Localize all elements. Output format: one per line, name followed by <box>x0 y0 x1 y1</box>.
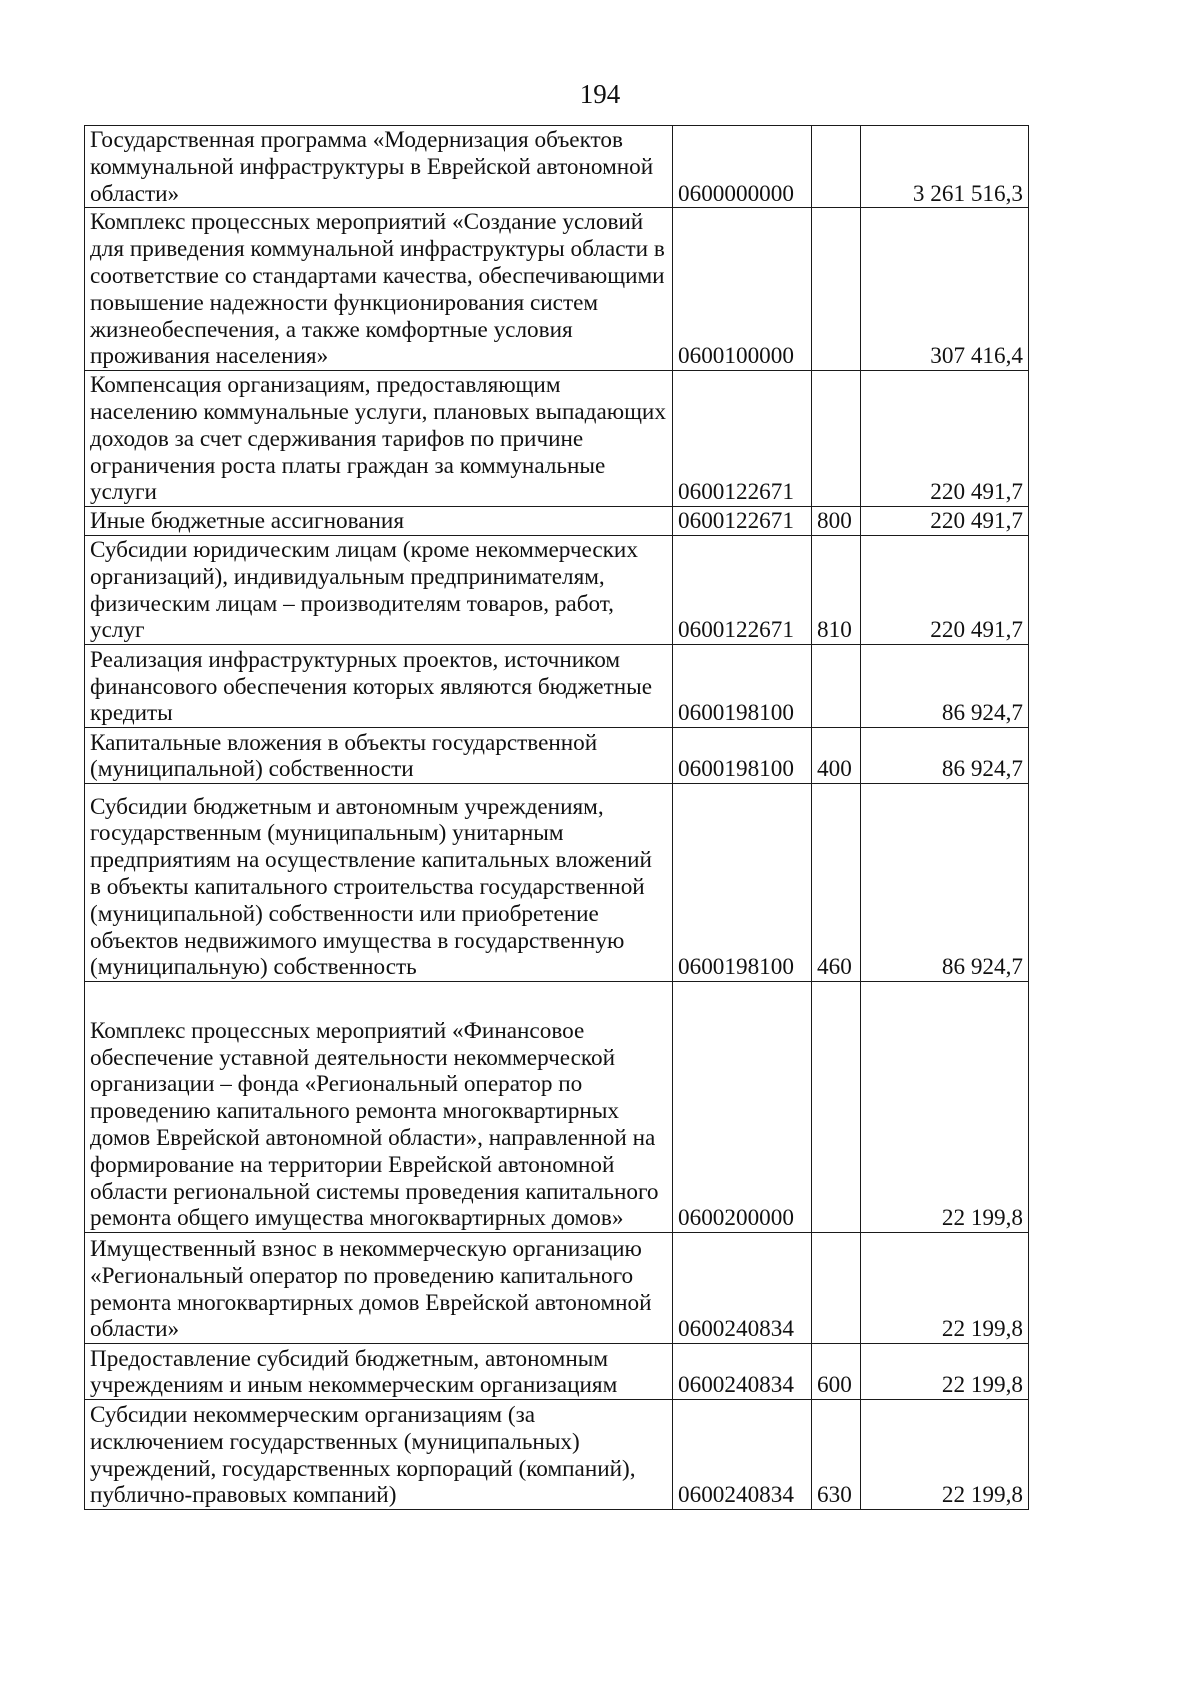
row-expense-type-cell: 810 <box>812 535 861 644</box>
row-code-cell: 0600122671 <box>673 535 812 644</box>
table-row <box>85 208 1029 371</box>
row-name-cell: Субсидии юридическим лицам (кроме некоммерческих организаций), индивидуальным предпринимателям, физическим лицам – производителям товаров, работ, услуг <box>85 535 673 644</box>
row-code-cell: 0600100000 <box>673 208 812 371</box>
row-name-cell: Субсидии некоммерческим организациям (за исключением государственных (муниципальных) учреждений, государственных корпораций (компаний), публично-правовых компаний) <box>85 1400 673 1510</box>
table-row <box>85 371 1029 507</box>
row-expense-type-cell: 800 <box>812 507 861 536</box>
budget-table <box>84 125 1029 1510</box>
row-code-cell: 0600198100 <box>673 784 812 982</box>
row-amount-cell: 307 416,4 <box>861 208 1029 371</box>
row-amount-cell: 22 199,8 <box>861 1400 1029 1510</box>
row-amount-cell: 22 199,8 <box>861 1233 1029 1344</box>
row-name-cell: Субсидии бюджетным и автономным учреждениям, государственным (муниципальным) унитарным предприятиям на осуществление капитальных вложений в объекты капитального строительства государственной (муниципальной) собственности или приобретение объектов недвижимого имущества в государственную (муниципальную) собственность <box>85 784 673 982</box>
row-name-cell: Комплекс процессных мероприятий «Создание условий для приведения коммунальной инфраструктуры области в соответствие со стандартами качества, обеспечивающими повышение надежности функционирования систем жизнеобеспечения, а также комфортные условия проживания населения» <box>85 208 673 371</box>
row-name-cell: Государственная программа «Модернизация объектов коммунальной инфраструктуры в Еврейской автономной области» <box>85 126 673 208</box>
table-row <box>85 1400 1029 1510</box>
row-expense-type-cell: 460 <box>812 784 861 982</box>
row-name-cell: Компенсация организациям, предоставляющим населению коммунальные услуги, плановых выпадающих доходов за счет сдерживания тарифов по причине ограничения роста платы граждан за коммунальные услуги <box>85 371 673 507</box>
row-amount-cell: 220 491,7 <box>861 507 1029 536</box>
row-amount-cell: 86 924,7 <box>861 728 1029 784</box>
row-amount-cell: 22 199,8 <box>861 1344 1029 1400</box>
row-amount-cell: 22 199,8 <box>861 982 1029 1233</box>
row-amount-cell: 3 261 516,3 <box>861 126 1029 208</box>
row-expense-type-cell: 630 <box>812 1400 861 1510</box>
row-code-cell: 0600240834 <box>673 1344 812 1400</box>
table-row <box>85 535 1029 644</box>
table-row <box>85 126 1029 208</box>
row-expense-type-cell <box>812 208 861 371</box>
row-code-cell: 0600198100 <box>673 728 812 784</box>
table-row <box>85 982 1029 1233</box>
row-name-cell: Реализация инфраструктурных проектов, источником финансового обеспечения которых являются бюджетные кредиты <box>85 645 673 728</box>
table-row <box>85 1344 1029 1400</box>
table-row <box>85 507 1029 536</box>
row-code-cell: 0600122671 <box>673 371 812 507</box>
budget-table-body <box>85 126 1029 1510</box>
row-amount-cell: 220 491,7 <box>861 535 1029 644</box>
row-expense-type-cell <box>812 645 861 728</box>
row-amount-cell: 86 924,7 <box>861 784 1029 982</box>
row-amount-cell: 86 924,7 <box>861 645 1029 728</box>
table-row <box>85 1233 1029 1344</box>
row-code-cell: 0600200000 <box>673 982 812 1233</box>
row-expense-type-cell <box>812 1233 861 1344</box>
row-code-cell: 0600000000 <box>673 126 812 208</box>
row-name-cell: Предоставление субсидий бюджетным, автономным учреждениям и иным некоммерческим организациям <box>85 1344 673 1400</box>
row-name-cell: Имущественный взнос в некоммерческую организацию «Региональный оператор по проведению капитального ремонта многоквартирных домов Еврейской автономной области» <box>85 1233 673 1344</box>
row-name-cell: Иные бюджетные ассигнования <box>85 507 673 536</box>
row-name-cell: Капитальные вложения в объекты государственной (муниципальной) собственности <box>85 728 673 784</box>
row-amount-cell: 220 491,7 <box>861 371 1029 507</box>
row-code-cell: 0600240834 <box>673 1233 812 1344</box>
row-expense-type-cell: 400 <box>812 728 861 784</box>
row-code-cell: 0600240834 <box>673 1400 812 1510</box>
row-code-cell: 0600198100 <box>673 645 812 728</box>
row-expense-type-cell <box>812 126 861 208</box>
page-number: 194 <box>579 79 621 109</box>
row-name-cell: Комплекс процессных мероприятий «Финансовое обеспечение уставной деятельности некоммерческой организации – фонда «Региональный оператор по проведению капитального ремонта многоквартирных домов Еврейской автономной области», направленной на формирование на территории Еврейской автономной области региональной системы проведения капитального ремонта общего имущества многоквартирных домов» <box>85 982 673 1233</box>
row-expense-type-cell: 600 <box>812 1344 861 1400</box>
row-expense-type-cell <box>812 982 861 1233</box>
table-row <box>85 784 1029 982</box>
row-expense-type-cell <box>812 371 861 507</box>
table-row <box>85 645 1029 728</box>
table-row <box>85 728 1029 784</box>
row-code-cell: 0600122671 <box>673 507 812 536</box>
